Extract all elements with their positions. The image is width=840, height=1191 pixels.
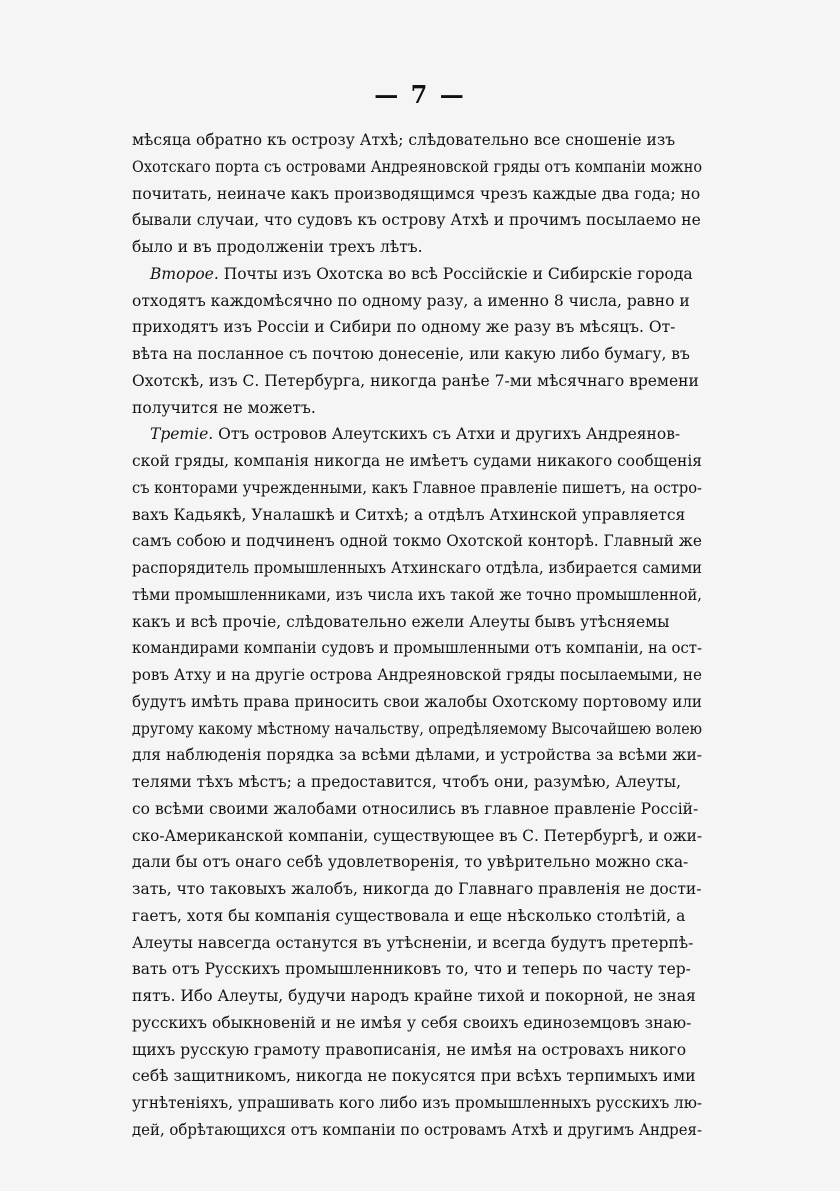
text-line-content bbox=[132, 876, 702, 903]
text-run: другому какому мѣстному начальству, опредѣляемому Высочайшею волею bbox=[132, 719, 702, 738]
text-run: Охотскаго порта съ островами Андреяновской гряды отъ компаніи можно bbox=[132, 157, 702, 176]
text-line-content bbox=[132, 368, 699, 395]
text-line bbox=[132, 1037, 702, 1064]
text-line-content bbox=[132, 502, 685, 529]
text-line-content bbox=[132, 341, 690, 368]
text-run: мѣсяца обратно къ острозу Атхѣ; слѣдовательно все сношеніе изъ bbox=[132, 131, 676, 149]
text-line bbox=[132, 528, 702, 555]
text-line-content bbox=[150, 261, 693, 288]
text-run: со всѣми своими жалобами относились въ главное правленіе Россій- bbox=[132, 799, 699, 818]
text-line-content bbox=[132, 796, 698, 823]
text-line-content bbox=[132, 716, 702, 743]
text-line bbox=[132, 1117, 702, 1144]
text-line-content bbox=[132, 207, 701, 234]
text-line bbox=[132, 930, 702, 957]
text-line bbox=[132, 849, 702, 876]
text-line bbox=[132, 261, 702, 288]
text-run: ровъ Атху и на другіе острова Андреяновской гряды посылаемыми, не bbox=[132, 666, 702, 684]
text-line bbox=[132, 662, 702, 689]
text-run: вахъ Кадьякѣ, Уналашкѣ и Ситхѣ; а отдѣлъ Атхинской управляется bbox=[132, 505, 686, 524]
text-run: распорядитель промышленныхъ Атхинскаго отдѣла, избирается самими bbox=[132, 559, 702, 577]
text-line bbox=[132, 983, 702, 1010]
section-heading: Третіе. bbox=[150, 425, 214, 444]
text-line bbox=[132, 635, 702, 662]
text-run: будутъ имѣть права приносить свои жалобы Охотскому портовому или bbox=[132, 692, 702, 711]
text-run: почитать, неиначе какъ производящимся чрезъ каждые два года; но bbox=[132, 184, 701, 203]
text-line-content bbox=[132, 849, 688, 876]
text-line-content bbox=[132, 475, 702, 502]
text-line-content bbox=[132, 769, 681, 796]
text-line bbox=[132, 181, 702, 208]
text-line-content bbox=[132, 742, 702, 769]
text-run: щихъ русскую грамоту правописанія, не имѣя на островахъ никого bbox=[132, 1040, 687, 1059]
text-line bbox=[132, 234, 702, 261]
text-line bbox=[132, 716, 702, 743]
text-line-content bbox=[132, 448, 702, 475]
text-line bbox=[132, 475, 702, 502]
text-line-content bbox=[132, 635, 702, 662]
text-run: какъ и всѣ прочіе, слѣдовательно ежели Алеуты бывъ утѣсняемы bbox=[132, 612, 670, 631]
text-line-content bbox=[132, 395, 316, 422]
text-line bbox=[132, 314, 702, 341]
text-run: командирами компаніи судовъ и промышленными отъ компаніи, на ост- bbox=[132, 639, 702, 658]
text-line bbox=[132, 823, 702, 850]
text-line bbox=[132, 742, 702, 769]
text-run: бывали случаи, что судовъ къ острову Атхѣ и прочимъ посылаемо не bbox=[132, 211, 701, 230]
text-run: отходятъ каждомѣсячно по одному разу, а именно 8 числа, равно и bbox=[132, 291, 690, 310]
text-run: дали бы отъ онаго себѣ удовлетворенія, то увѣрительно можно ска- bbox=[132, 853, 689, 872]
text-line bbox=[132, 448, 702, 475]
text-line bbox=[132, 796, 702, 823]
text-run: приходятъ изъ Россіи и Сибири по одному же разу въ мѣсяцъ. От- bbox=[132, 318, 676, 337]
text-line-content bbox=[132, 1010, 691, 1037]
text-run: пятъ. Ибо Алеуты, будучи народъ крайне тихой и покорной, не зная bbox=[132, 987, 696, 1005]
text-line bbox=[132, 1063, 702, 1090]
text-line bbox=[132, 689, 702, 716]
text-run: зать, что таковыхъ жалобъ, никогда до Главнаго правленія не дости- bbox=[132, 880, 702, 898]
text-line-content bbox=[132, 689, 702, 716]
text-run: телями тѣхъ мѣстъ; а предоставится, чтобъ они, разумѣю, Алеуты, bbox=[132, 773, 682, 791]
text-line-content bbox=[132, 823, 702, 850]
section-heading: Второе. bbox=[150, 264, 219, 283]
text-line-content bbox=[132, 555, 702, 582]
text-line bbox=[132, 769, 702, 796]
text-run: получится не можетъ. bbox=[132, 398, 316, 417]
text-run: вѣта на посланное съ почтою донесеніе, или какую либо бумагу, въ bbox=[132, 345, 690, 363]
text-run: тѣми промышленниками, изъ числа ихъ такой же точно промышленной, bbox=[132, 585, 702, 604]
text-line-content bbox=[132, 609, 670, 636]
text-run: самъ собою и подчиненъ одной токмо Охотской конторѣ. Главный же bbox=[132, 532, 702, 551]
text-line-content bbox=[132, 1117, 702, 1144]
page-number: — 7 — bbox=[374, 80, 466, 109]
text-line-content bbox=[132, 1037, 686, 1064]
text-run: угнѣтеніяхъ, упрашивать кого либо изъ промышленныхъ русскихъ лю- bbox=[132, 1094, 702, 1112]
text-line-content bbox=[132, 234, 423, 261]
text-line bbox=[132, 288, 702, 315]
text-line bbox=[132, 341, 702, 368]
text-line bbox=[132, 395, 702, 422]
text-line-content bbox=[132, 930, 693, 957]
text-run: дей, обрѣтающихся отъ компаніи по островамъ Атхѣ и другимъ Андрея- bbox=[132, 1120, 702, 1139]
text-line bbox=[132, 421, 702, 448]
text-line-content bbox=[132, 1090, 702, 1117]
text-line-content bbox=[132, 956, 691, 983]
text-line bbox=[132, 368, 702, 395]
text-line bbox=[132, 582, 702, 609]
text-line-content bbox=[132, 662, 702, 689]
text-line bbox=[132, 502, 702, 529]
text-run: Почты изъ Охотска во всѣ Россійскіе и Сибирскіе города bbox=[218, 264, 693, 283]
text-line-content bbox=[132, 288, 690, 315]
text-run: для наблюденія порядка за всѣми дѣлами, и устройства за всѣми жи- bbox=[132, 746, 702, 765]
text-line-content bbox=[132, 582, 702, 609]
text-run: ско-Американской компаніи, существующее въ С. Петербургѣ, и ожи- bbox=[132, 826, 702, 845]
text-line-content bbox=[150, 421, 680, 448]
text-line bbox=[132, 956, 702, 983]
body-text bbox=[132, 127, 702, 1144]
text-line bbox=[132, 127, 702, 154]
text-line bbox=[132, 1010, 702, 1037]
text-run: ской гряды, компанія никогда не имѣетъ судами никакого сообщенія bbox=[132, 452, 702, 470]
text-line-content bbox=[132, 181, 700, 208]
text-line-content bbox=[132, 528, 702, 555]
text-line-content bbox=[132, 154, 702, 181]
text-line-content bbox=[132, 1063, 696, 1090]
text-line-content bbox=[132, 127, 675, 154]
text-run: вать отъ Русскихъ промышленниковъ то, что и теперь по часту тер- bbox=[132, 960, 691, 979]
text-line bbox=[132, 154, 702, 181]
text-line bbox=[132, 876, 702, 903]
text-run: Алеуты навсегда останутся въ утѣсненіи, и всегда будутъ претерпѣ- bbox=[132, 933, 694, 952]
text-line bbox=[132, 903, 702, 930]
text-run: Охотскѣ, изъ С. Петербурга, никогда ранѣе 7-ми мѣсячнаго времени bbox=[132, 371, 699, 390]
text-run: съ конторами учрежденными, какъ Главное правленіе пишетъ, на остро- bbox=[132, 478, 702, 497]
text-run: было и въ продолженіи трехъ лѣтъ. bbox=[132, 238, 423, 256]
text-line bbox=[132, 609, 702, 636]
text-run: Отъ островов Алеутскихъ съ Атхи и другихъ Андреянов- bbox=[213, 425, 681, 444]
text-line-content bbox=[132, 983, 696, 1010]
text-run: гаетъ, хотя бы компанія существовала и еще нѣсколько столѣтій, а bbox=[132, 906, 686, 925]
text-line bbox=[132, 555, 702, 582]
text-line-content bbox=[132, 903, 685, 930]
text-run: себѣ защитникомъ, никогда не покусятся при всѣхъ терпимыхъ ими bbox=[132, 1067, 696, 1086]
text-line bbox=[132, 207, 702, 234]
text-line bbox=[132, 1090, 702, 1117]
text-run: русскихъ обыкновеній и не имѣя у себя своихъ единоземцовъ знаю- bbox=[132, 1013, 692, 1032]
text-line-content bbox=[132, 314, 675, 341]
